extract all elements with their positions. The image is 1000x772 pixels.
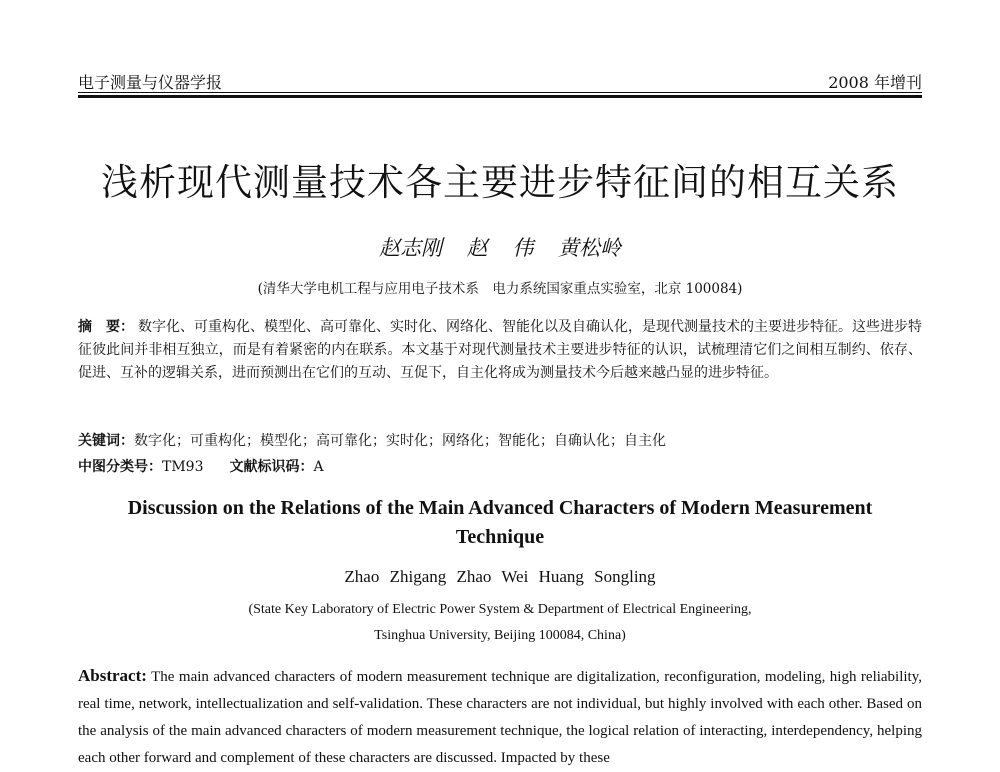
- class-number-label: 中图分类号：: [78, 459, 162, 475]
- running-header: [78, 70, 922, 100]
- chinese-abstract-text: 数字化、可重构化、模型化、高可靠化、实时化、网络化、智能化以及自确认化，是现代测量技术的主要进步特征。这些进步特征彼此间并非相互独立，而是有着紧密的内在联系。本文基于对现代测量技术主要进步特征的认识，试梳理清它们之间相互制约、依存、促进、互补的逻辑关系，进而预测出在它们的互动、互促下，自主化将成为测量技术今后越来越凸显的进步特征。: [78, 319, 922, 381]
- english-authors: Zhao Zhigang Zhao Wei Huang Songling: [344, 567, 656, 586]
- chinese-keywords: [78, 430, 922, 450]
- chinese-affiliation: (清华大学电机工程与应用电子技术系 电力系统国家重点实验室，北京 100084): [257, 281, 743, 297]
- keywords-label: 关键词：: [78, 433, 134, 449]
- english-abstract-text: The main advanced characters of modern measurement technique are digitalization, reconfiguration, modeling, high reliability, real time, network, intellectualization and self-validation. These characters are not individual, but highly involved with each other. Based on the analysis of the main advanced characters of modern measurement technique, the logical relation of interacting, interdependency, helping each other forward and complement of these characters are discussed. Impacted by these: [78, 669, 923, 766]
- english-abstract: [78, 662, 922, 772]
- english-affiliation-line2: Tsinghua University, Beijing 100084, China): [374, 628, 626, 643]
- chinese-abstract-label: 摘 要：: [78, 319, 134, 335]
- journal-name: 电子测量与仪器学报: [78, 73, 223, 92]
- doc-code-value: A: [313, 459, 324, 475]
- class-number-value: TM93: [162, 459, 204, 475]
- header-rule-thick: [78, 95, 922, 98]
- english-abstract-label: Abstract:: [78, 666, 147, 685]
- classification-line: [78, 456, 922, 476]
- english-title: Discussion on the Relations of the Main Advanced Characters of Modern Measurement Technique: [127, 497, 873, 548]
- chinese-abstract: [78, 316, 922, 385]
- doc-code-label: 文献标识码：: [229, 459, 314, 475]
- chinese-title: 浅析现代测量技术各主要进步特征间的相互关系: [101, 161, 899, 204]
- keywords-text: 数字化；可重构化；模型化；高可靠化；实时化；网络化；智能化；自确认化；自主化: [134, 433, 666, 449]
- chinese-authors: 赵志刚 赵 伟 黄松岭: [378, 236, 622, 260]
- issue-label: 2008 年增刊: [828, 73, 922, 92]
- english-affiliation-line1: (State Key Laboratory of Electric Power System & Department of Electrical Engineering,: [248, 602, 752, 617]
- english-affiliation: [0, 597, 1000, 649]
- header-rule-thin: [78, 92, 922, 93]
